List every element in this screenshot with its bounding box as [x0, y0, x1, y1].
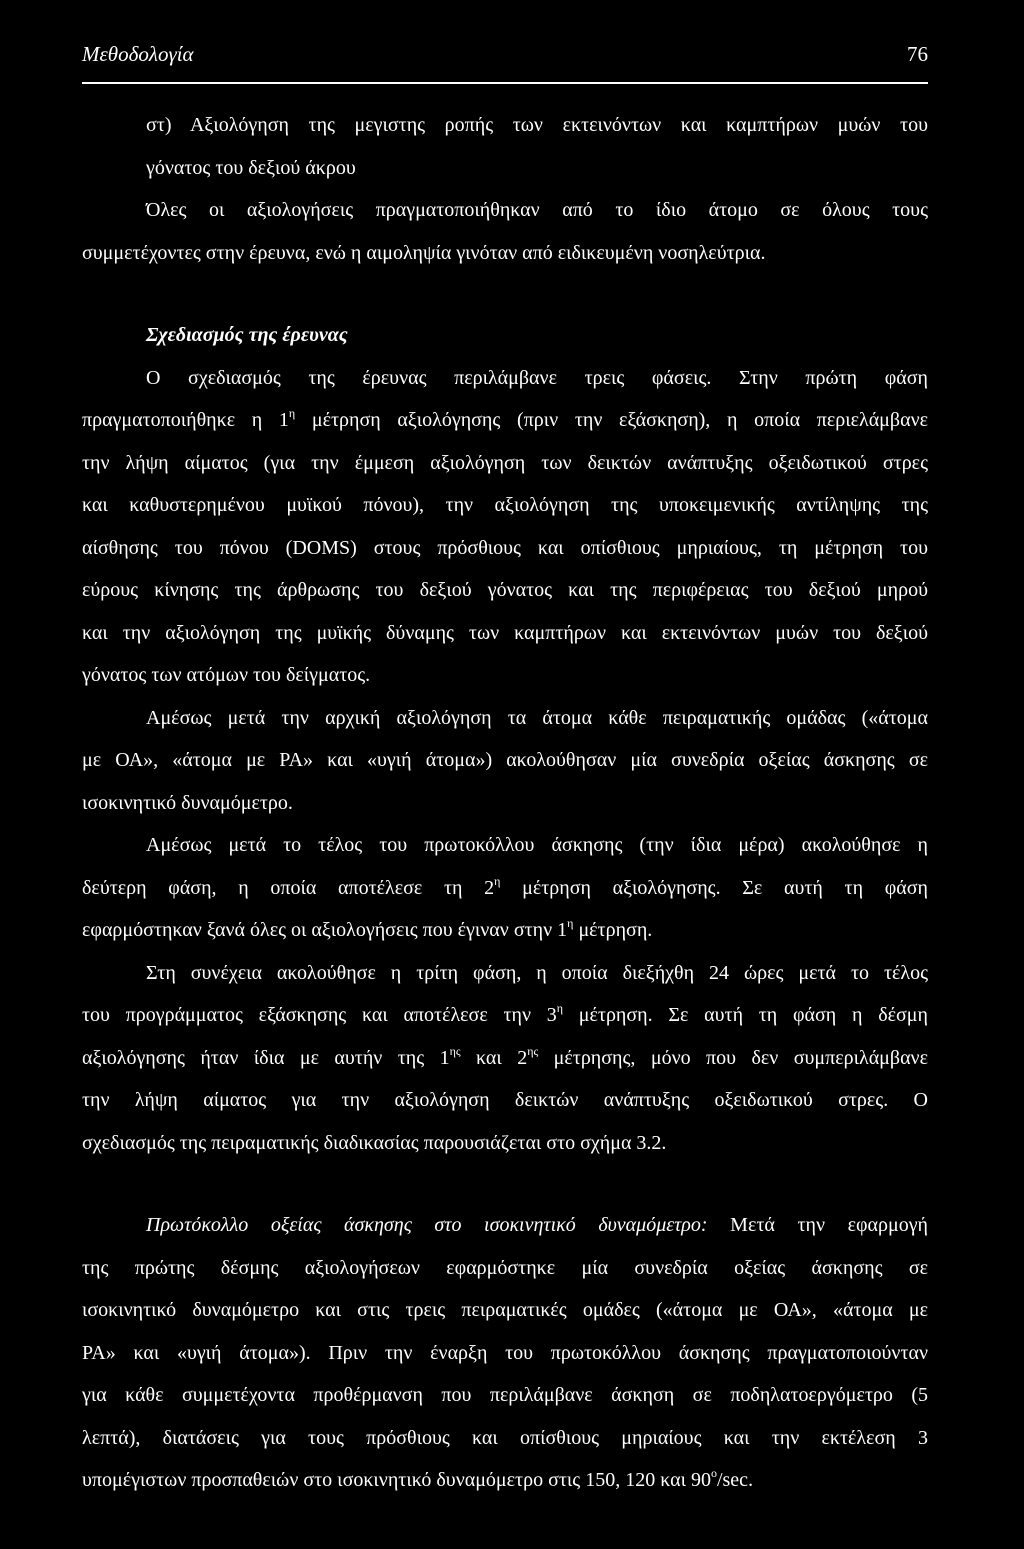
- text-line: Αμέσως μετά το τέλος του πρωτοκόλλου άσκησης (την ίδια μέρα) ακολούθησε η: [146, 834, 928, 856]
- spacer: [82, 1164, 928, 1204]
- text-line: σχεδιασμός της πειραματικής διαδικασίας παρουσιάζεται στο σχήμα 3.2.: [82, 1131, 667, 1154]
- section-heading: Σχεδιασμός της έρευνας: [146, 324, 348, 346]
- page-header: [82, 42, 928, 84]
- text-line: Στη συνέχεια ακολούθησε η τρίτη φάση, η οποία διεξήχθη 24 ώρες μετά το τέλος: [146, 961, 928, 984]
- text-line: ΡΑ» και «υγιή άτομα»). Πριν την έναρξη του πρωτοκόλλου άσκησης πραγματοποιούνταν: [82, 1341, 928, 1364]
- text-line: δεύτερη φάση, η οποία αποτέλεσε τη $2^\eta$ μέτρηση αξιολόγησης. Σε αυτή τη φάση: [82, 873, 928, 899]
- text-line: γόνατος του δεξιού άκρου: [146, 156, 356, 179]
- page-number: 76: [907, 42, 928, 66]
- text-line: και καθυστερημένου μυϊκού πόνου), την αξιολόγηση της υποκειμενικής αντίληψης της: [82, 494, 928, 516]
- text-line: γόνατος των ατόμων του δείγματος.: [82, 664, 371, 686]
- text-line: Ο σχεδιασμός της έρευνας περιλάμβανε τρεις φάσεις. Στην πρώτη φάση: [146, 366, 928, 389]
- text-line: αξιολόγησης ήταν ίδια με αυτήν της $1^{\eta\varsigma}$ και $2^{\eta\varsigma}$ μέτρησης, μόνο που δεν συμπεριλάμβανε: [82, 1043, 928, 1069]
- text-line: της πρώτης δέσμης αξιολογήσεων εφαρμόστηκε μία συνεδρία οξείας άσκησης σε: [82, 1256, 928, 1279]
- section-title: Μεθοδολογία: [82, 42, 194, 66]
- text-line: για κάθε συμμετέχοντα προθέρμανση που περιλάμβανε άσκηση σε ποδηλατοεργόμετρο (5: [82, 1384, 928, 1406]
- text-line: με ΟΑ», «άτομα με ΡΑ» και «υγιή άτομα») ακολούθησαν μία συνεδρία οξείας άσκησης σε: [82, 749, 928, 771]
- text-line: εφαρμόστηκαν ξανά όλες οι αξιολογήσεις που έγιναν στην $1^\eta$ μέτρηση.: [82, 916, 653, 941]
- text-line: την λήψη αίματος (για την έμμεση αξιολόγηση των δεικτών ανάπτυξης οξειδωτικού στρες: [82, 451, 928, 474]
- document-body: [82, 104, 928, 1502]
- text-line: λεπτά), διατάσεις για τους πρόσθιους και οπίσθιους μηριαίους και την εκτέλεση 3: [82, 1426, 928, 1449]
- text-line: και την αξιολόγηση της μυϊκής δύναμης των καμπτήρων και εκτεινόντων μυών του δεξιού: [82, 621, 928, 644]
- text-line: ισοκινητικό δυναμόμετρο.: [82, 791, 293, 814]
- spacer: [82, 274, 928, 314]
- text-line: συμμετέχοντες στην έρευνα, ενώ η αιμοληψία γινόταν από ειδικευμένη νοσηλεύτρια.: [82, 241, 766, 264]
- subsection-heading: Πρωτόκολλο οξείας άσκησης στο ισοκινητικό δυναμόμετρο:: [146, 1214, 708, 1236]
- text-line: αίσθησης του πόνου (DOMS) στους πρόσθιους και οπίσθιους μηριαίους, τη μέτρηση του: [82, 536, 928, 559]
- text-line: πραγματοποιήθηκε η $1^\eta$ μέτρηση αξιολόγησης (πριν την εξάσκηση), η οποία περιελάμβανε: [82, 406, 929, 431]
- text-line: ισοκινητικό δυναμόμετρο και στις τρεις πειραματικές ομάδες («άτομα με ΟΑ», «άτομα με: [82, 1299, 928, 1321]
- text-line: υπομέγιστων προσπαθειών στο ισοκινητικό δυναμόμετρο στις 150, 120 και $90^o/\sec$.: [82, 1466, 754, 1491]
- text-line: Πρωτόκολλο οξείας άσκησης στο ισοκινητικό δυναμόμετρο: Μετά την εφαρμογή: [146, 1214, 928, 1236]
- text-line: του προγράμματος εξάσκησης και αποτέλεσε την $3^\eta$ μέτρηση. Σε αυτή τη φάση η δέσμη: [82, 1001, 928, 1026]
- text-line: εύρους κίνησης της άρθρωσης του δεξιού γόνατος και της περιφέρειας του δεξιού μηρού: [82, 579, 928, 601]
- text-line: Αμέσως μετά την αρχική αξιολόγηση τα άτομα κάθε πειραματικής ομάδας («άτομα: [146, 706, 928, 729]
- text-line: στ) Αξιολόγηση της μεγιστης ροπής των εκτεινόντων και καμπτήρων μυών του: [146, 114, 928, 136]
- text-line: την λήψη αίματος για την αξιολόγηση δεικτών ανάπτυξης οξειδωτικού στρες. Ο: [82, 1089, 928, 1111]
- text-line: Όλες οι αξιολογήσεις πραγματοποιήθηκαν από το ίδιο άτομο σε όλους τους: [146, 199, 928, 221]
